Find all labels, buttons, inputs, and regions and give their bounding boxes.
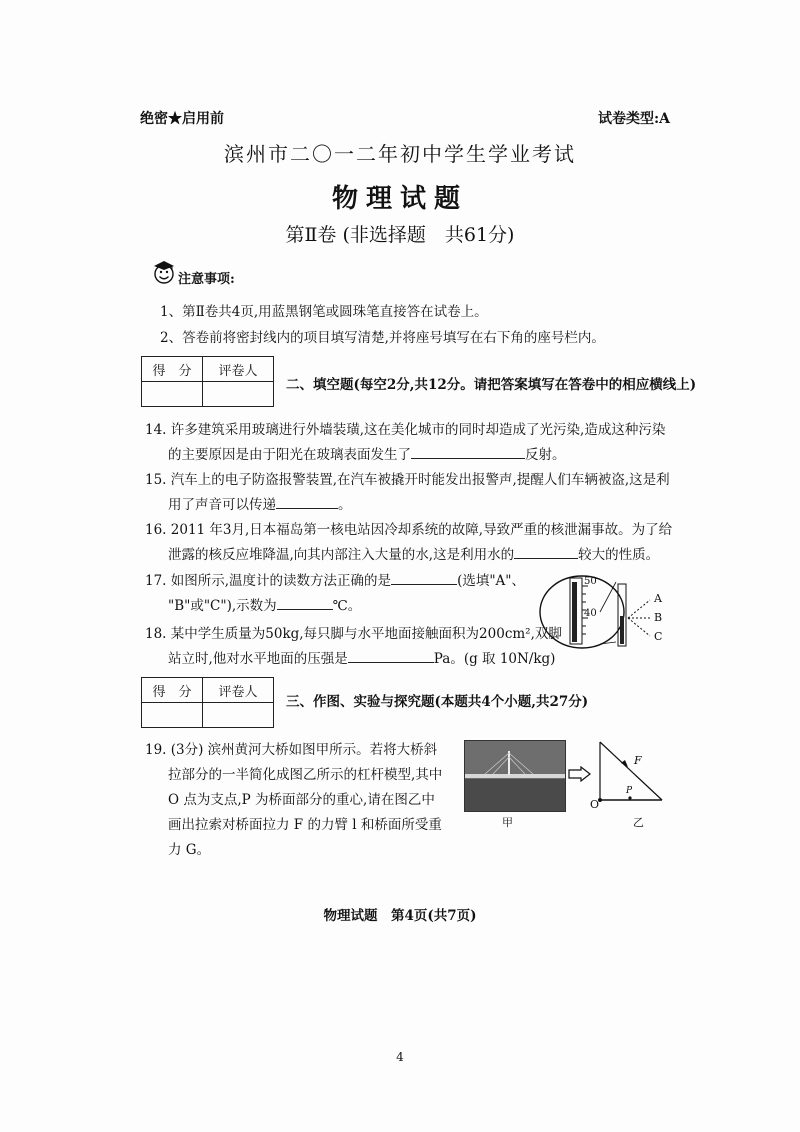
q14-line1: 14. 许多建筑采用玻璃进行外墙装璜,这在美化城市的同时却造成了光污染,造成这种污染 bbox=[145, 422, 666, 438]
grader-cell[interactable] bbox=[203, 382, 274, 407]
q18-answer-blank[interactable] bbox=[348, 650, 434, 663]
section2-title: 二、填空题(每空2分,共12分。请把答案填写在答卷中的相应横线上) bbox=[286, 377, 697, 393]
score-label: 得 分 bbox=[142, 357, 203, 382]
q19-line1: 19. (3分) 滨州黄河大桥如图甲所示。若将大桥斜 bbox=[145, 742, 438, 758]
subject-title: 物理试题 bbox=[331, 184, 468, 214]
page-number: 4 bbox=[396, 1050, 404, 1064]
q14-text-b: 反射。 bbox=[525, 447, 566, 463]
q18-text-a: 站立时,他对水平地面的压强是 bbox=[168, 651, 348, 667]
confidential-label: 绝密★启用前 bbox=[140, 111, 224, 127]
label-f: F bbox=[634, 754, 642, 767]
q17-line1 bbox=[145, 569, 525, 589]
q14-answer-blank[interactable] bbox=[411, 446, 525, 459]
q14-text-a: 的主要原因是由于阳光在玻璃表面发生了 bbox=[168, 447, 411, 463]
option-b-label: B bbox=[654, 611, 663, 624]
score-box-section3 bbox=[141, 677, 274, 728]
option-c-label: C bbox=[654, 630, 663, 643]
grader-cell[interactable] bbox=[203, 703, 274, 728]
q17-reading-blank[interactable] bbox=[277, 597, 333, 610]
score-cell[interactable] bbox=[142, 382, 203, 407]
q17-text-a: 17. 如图所示,温度计的读数方法正确的是 bbox=[145, 573, 392, 589]
option-a-label: A bbox=[654, 592, 662, 605]
score-box-section2 bbox=[141, 356, 274, 407]
thermometer-label-40: 40 bbox=[584, 608, 597, 619]
q19-line2: 拉部分的一半简化成图乙所示的杠杆模型,其中 bbox=[168, 767, 443, 783]
q15-answer-blank[interactable] bbox=[276, 496, 338, 509]
grader-label: 评卷人 bbox=[203, 357, 274, 382]
q17-option-blank[interactable] bbox=[391, 572, 457, 585]
notice-heading: 注意事项: bbox=[178, 272, 235, 287]
q15-line1: 15. 汽车上的电子防盗报警装置,在汽车被撬开时能发出报警声,提醒人们车辆被盗,这是利 bbox=[145, 472, 670, 488]
q17-text-c: "B"或"C"),示数为 bbox=[168, 598, 277, 614]
label-p: P bbox=[626, 786, 633, 796]
q19-line3: O 点为支点,P 为桥面部分的重心,请在图乙中 bbox=[168, 792, 435, 808]
paper-type-label: 试卷类型:A bbox=[598, 111, 671, 127]
lever-model-figure bbox=[590, 740, 670, 814]
q18-line2 bbox=[168, 647, 555, 667]
q15-text-b: 。 bbox=[338, 497, 352, 513]
arrow-right-icon bbox=[568, 766, 592, 782]
q18-text-b: Pa。(g 取 10N/kg) bbox=[433, 651, 556, 667]
score-label: 得 分 bbox=[142, 678, 203, 703]
thermometer-label-50: 50 bbox=[584, 576, 597, 587]
q16-line1: 16. 2011 年3月,日本福岛第一核电站因冷却系统的故障,导致严重的核泄漏事故。为了给 bbox=[145, 522, 673, 538]
q17-line2 bbox=[168, 594, 361, 614]
q15-text-a: 用了声音可以传递 bbox=[168, 497, 276, 513]
q17-text-d: ℃。 bbox=[332, 598, 362, 614]
q19-line5: 力 G。 bbox=[168, 842, 211, 858]
caption-jia: 甲 bbox=[502, 816, 513, 829]
q16-text-b: 较大的性质。 bbox=[578, 547, 660, 563]
q15-line2 bbox=[168, 493, 352, 513]
exam-title: 滨州市二〇一二年初中学生学业考试 bbox=[224, 142, 576, 166]
notice-item-1: 1、第Ⅱ卷共4页,用蓝黑钢笔或圆珠笔直接答在试卷上。 bbox=[160, 304, 488, 320]
smiley-icon bbox=[150, 258, 178, 286]
q17-text-b: (选填"A"、 bbox=[457, 573, 525, 589]
notice-item-2: 2、答卷前将密封线内的项目填写清楚,并将座号填写在右下角的座号栏内。 bbox=[160, 330, 605, 346]
q16-line2 bbox=[168, 543, 659, 563]
page-footer: 物理试题 第4页(共7页) bbox=[323, 908, 477, 924]
caption-yi: 乙 bbox=[633, 816, 644, 829]
grader-label: 评卷人 bbox=[203, 678, 274, 703]
q19-line4: 画出拉索对桥面拉力 F 的力臂 l 和桥面所受重 bbox=[168, 817, 442, 833]
section3-title: 三、作图、实验与探究题(本题共4个小题,共27分) bbox=[286, 694, 589, 710]
q18-line1: 18. 某中学生质量为50kg,每只脚与水平地面接触面积为200cm²,双脚 bbox=[145, 626, 562, 642]
label-o: O bbox=[590, 798, 600, 811]
volume-title: 第Ⅱ卷 (非选择题 共61分) bbox=[285, 224, 515, 246]
bridge-photo bbox=[464, 740, 566, 812]
q16-text-a: 泄露的核反应堆降温,向其内部注入大量的水,这是利用水的 bbox=[168, 547, 515, 563]
score-cell[interactable] bbox=[142, 703, 203, 728]
q14-line2 bbox=[168, 443, 566, 463]
q16-answer-blank[interactable] bbox=[514, 546, 578, 559]
